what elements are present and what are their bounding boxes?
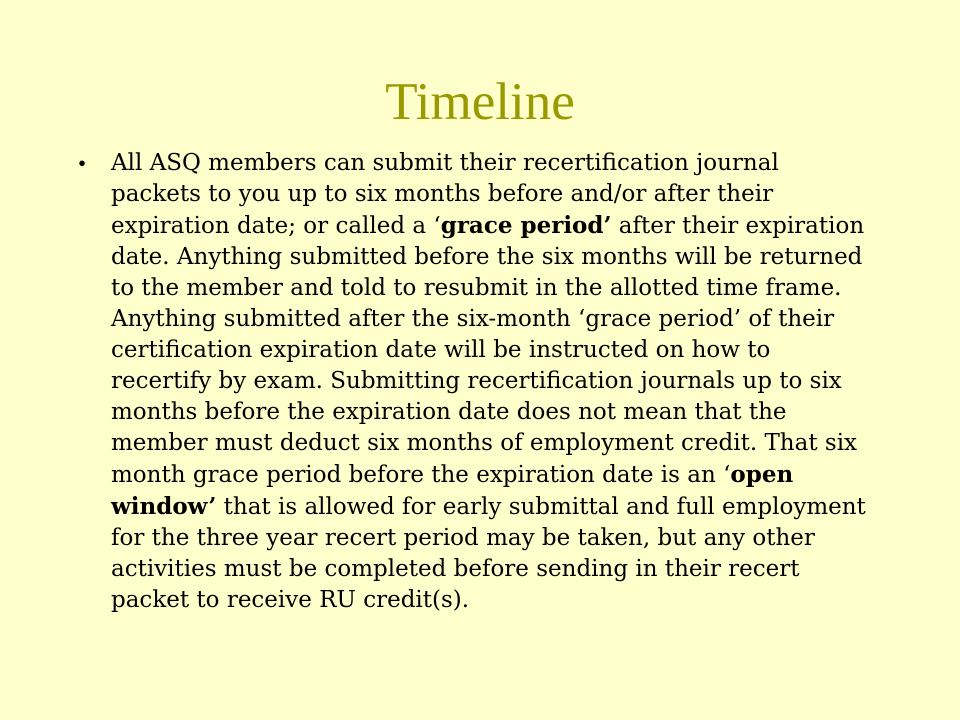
bullet-item <box>78 148 868 616</box>
bullet-text-emphasis-grace-period: grace period’ <box>440 212 612 239</box>
slide-title: Timeline <box>385 73 575 131</box>
bullet-icon: • <box>78 151 87 176</box>
bullet-text-emphasis-open-window: open window’ <box>111 461 794 520</box>
bullet-text-segment-3: that is allowed for early submittal and full employment for the three year recert period may be taken, but any other activities must be completed before sending in their recert packet to receive RU credit(s). <box>111 494 866 613</box>
bullet-text-segment-1: All ASQ members can submit their recertification journal packets to you up to six months before and/or after their expiration date; or called a ‘ <box>111 150 779 239</box>
bullet-text <box>111 150 866 613</box>
bullet-text-segment-2: after their expiration date. Anything submitted before the six months will be returned to the member and told to resubmit in the allotted time frame. Anything submitted after the six-month ‘grace period’ of their certification expiration date will be instructed on how to recertify by exam. Submitting recertification journals up to six months before the expiration date does not mean that the member must deduct six months of employment credit. That six month grace period before the expiration date is an ‘ <box>111 213 865 488</box>
bullet-list <box>78 148 868 616</box>
